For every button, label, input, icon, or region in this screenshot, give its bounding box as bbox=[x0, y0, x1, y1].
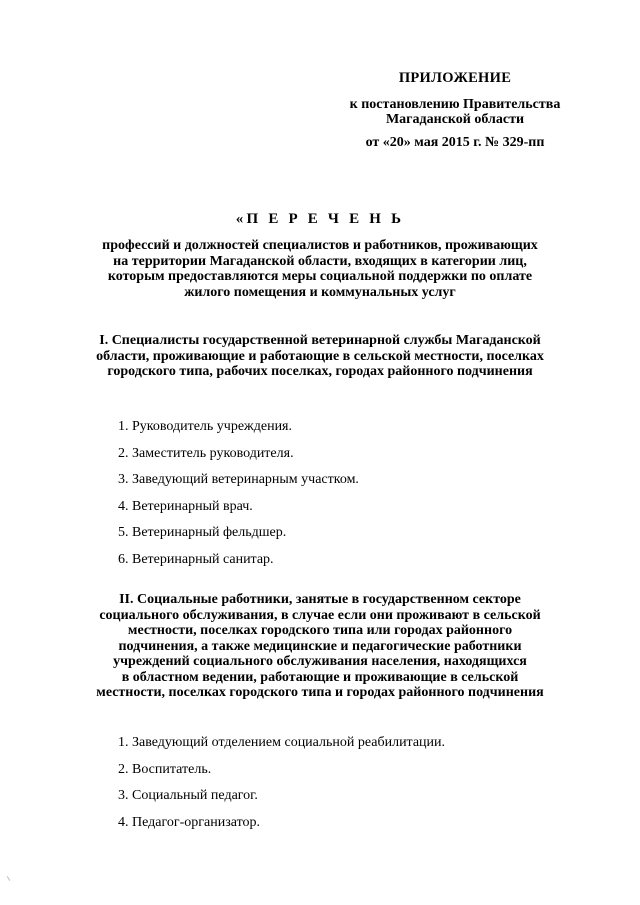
list-item: 1. Заведующий отделением социальной реабилитации. bbox=[118, 735, 446, 750]
section-heading-line: учреждений социального обслуживания населения, находящихся bbox=[113, 654, 527, 669]
section-heading-1 bbox=[60, 333, 580, 380]
list-item: 6. Ветеринарный санитар. bbox=[118, 551, 274, 567]
list-item: 4. Ветеринарный врач. bbox=[118, 498, 253, 514]
document-subtitle bbox=[60, 238, 580, 300]
list-item: 1. Руководитель учреждения. bbox=[118, 419, 292, 434]
section-heading-line: городского типа, рабочих поселках, городах районного подчинения bbox=[107, 364, 533, 379]
list-item: 4. Педагог-организатор. bbox=[118, 814, 261, 830]
list-item: 2. Воспитатель. bbox=[118, 761, 212, 777]
subtitle-line: профессий и должностей специалистов и работников, проживающих bbox=[102, 238, 538, 253]
section-heading-2 bbox=[60, 592, 580, 701]
list-item: 5. Ветеринарный фельдшер. bbox=[118, 525, 287, 540]
subtitle-line: жилого помещения и коммунальных услуг bbox=[184, 284, 456, 300]
appendix-date: от «20» мая 2015 г. № 329-пп bbox=[365, 135, 545, 150]
appendix-title: ПРИЛОЖЕНИЕ bbox=[398, 70, 512, 86]
section-heading-line: социального обслуживания, в случае если они проживают в сельской bbox=[99, 607, 541, 623]
appendix-reference-line: к постановлению Правительства bbox=[349, 97, 561, 112]
section-heading-line: в областном ведении, работающие и проживающие в сельской bbox=[121, 669, 519, 685]
section-heading-line: местности, поселках городского типа или городах районного bbox=[127, 623, 513, 638]
appendix-reference-line: Магаданской области bbox=[385, 112, 525, 127]
scan-artifact-mark bbox=[7, 876, 10, 881]
list-item: 3. Социальный педагог. bbox=[118, 788, 258, 803]
section-heading-line: II. Социальные работники, занятые в государственном секторе bbox=[119, 592, 521, 607]
section-heading-line: I. Специалисты государственной ветеринарной службы Магаданской bbox=[99, 333, 541, 348]
subtitle-line: которым предоставляются меры социальной поддержки по оплате bbox=[107, 269, 533, 284]
list-item: 2. Заместитель руководителя. bbox=[118, 445, 294, 461]
section-heading-line: подчинения, а также медицинские и педагогические работники bbox=[118, 638, 522, 654]
section-heading-line: местности, поселках городского типа и городах районного подчинения bbox=[96, 685, 544, 700]
appendix-reference bbox=[330, 97, 580, 127]
subtitle-line: на территории Магаданской области, входящих в категории лиц, bbox=[113, 253, 527, 269]
document-title: «П Е Р Е Ч Е Н Ь bbox=[235, 211, 405, 227]
list-item: 3. Заведующий ветеринарным участком. bbox=[118, 472, 359, 487]
section-heading-line: области, проживающие и работающие в сельской местности, поселках bbox=[96, 348, 544, 364]
section-2-list bbox=[118, 735, 445, 841]
section-1-list bbox=[118, 419, 359, 578]
